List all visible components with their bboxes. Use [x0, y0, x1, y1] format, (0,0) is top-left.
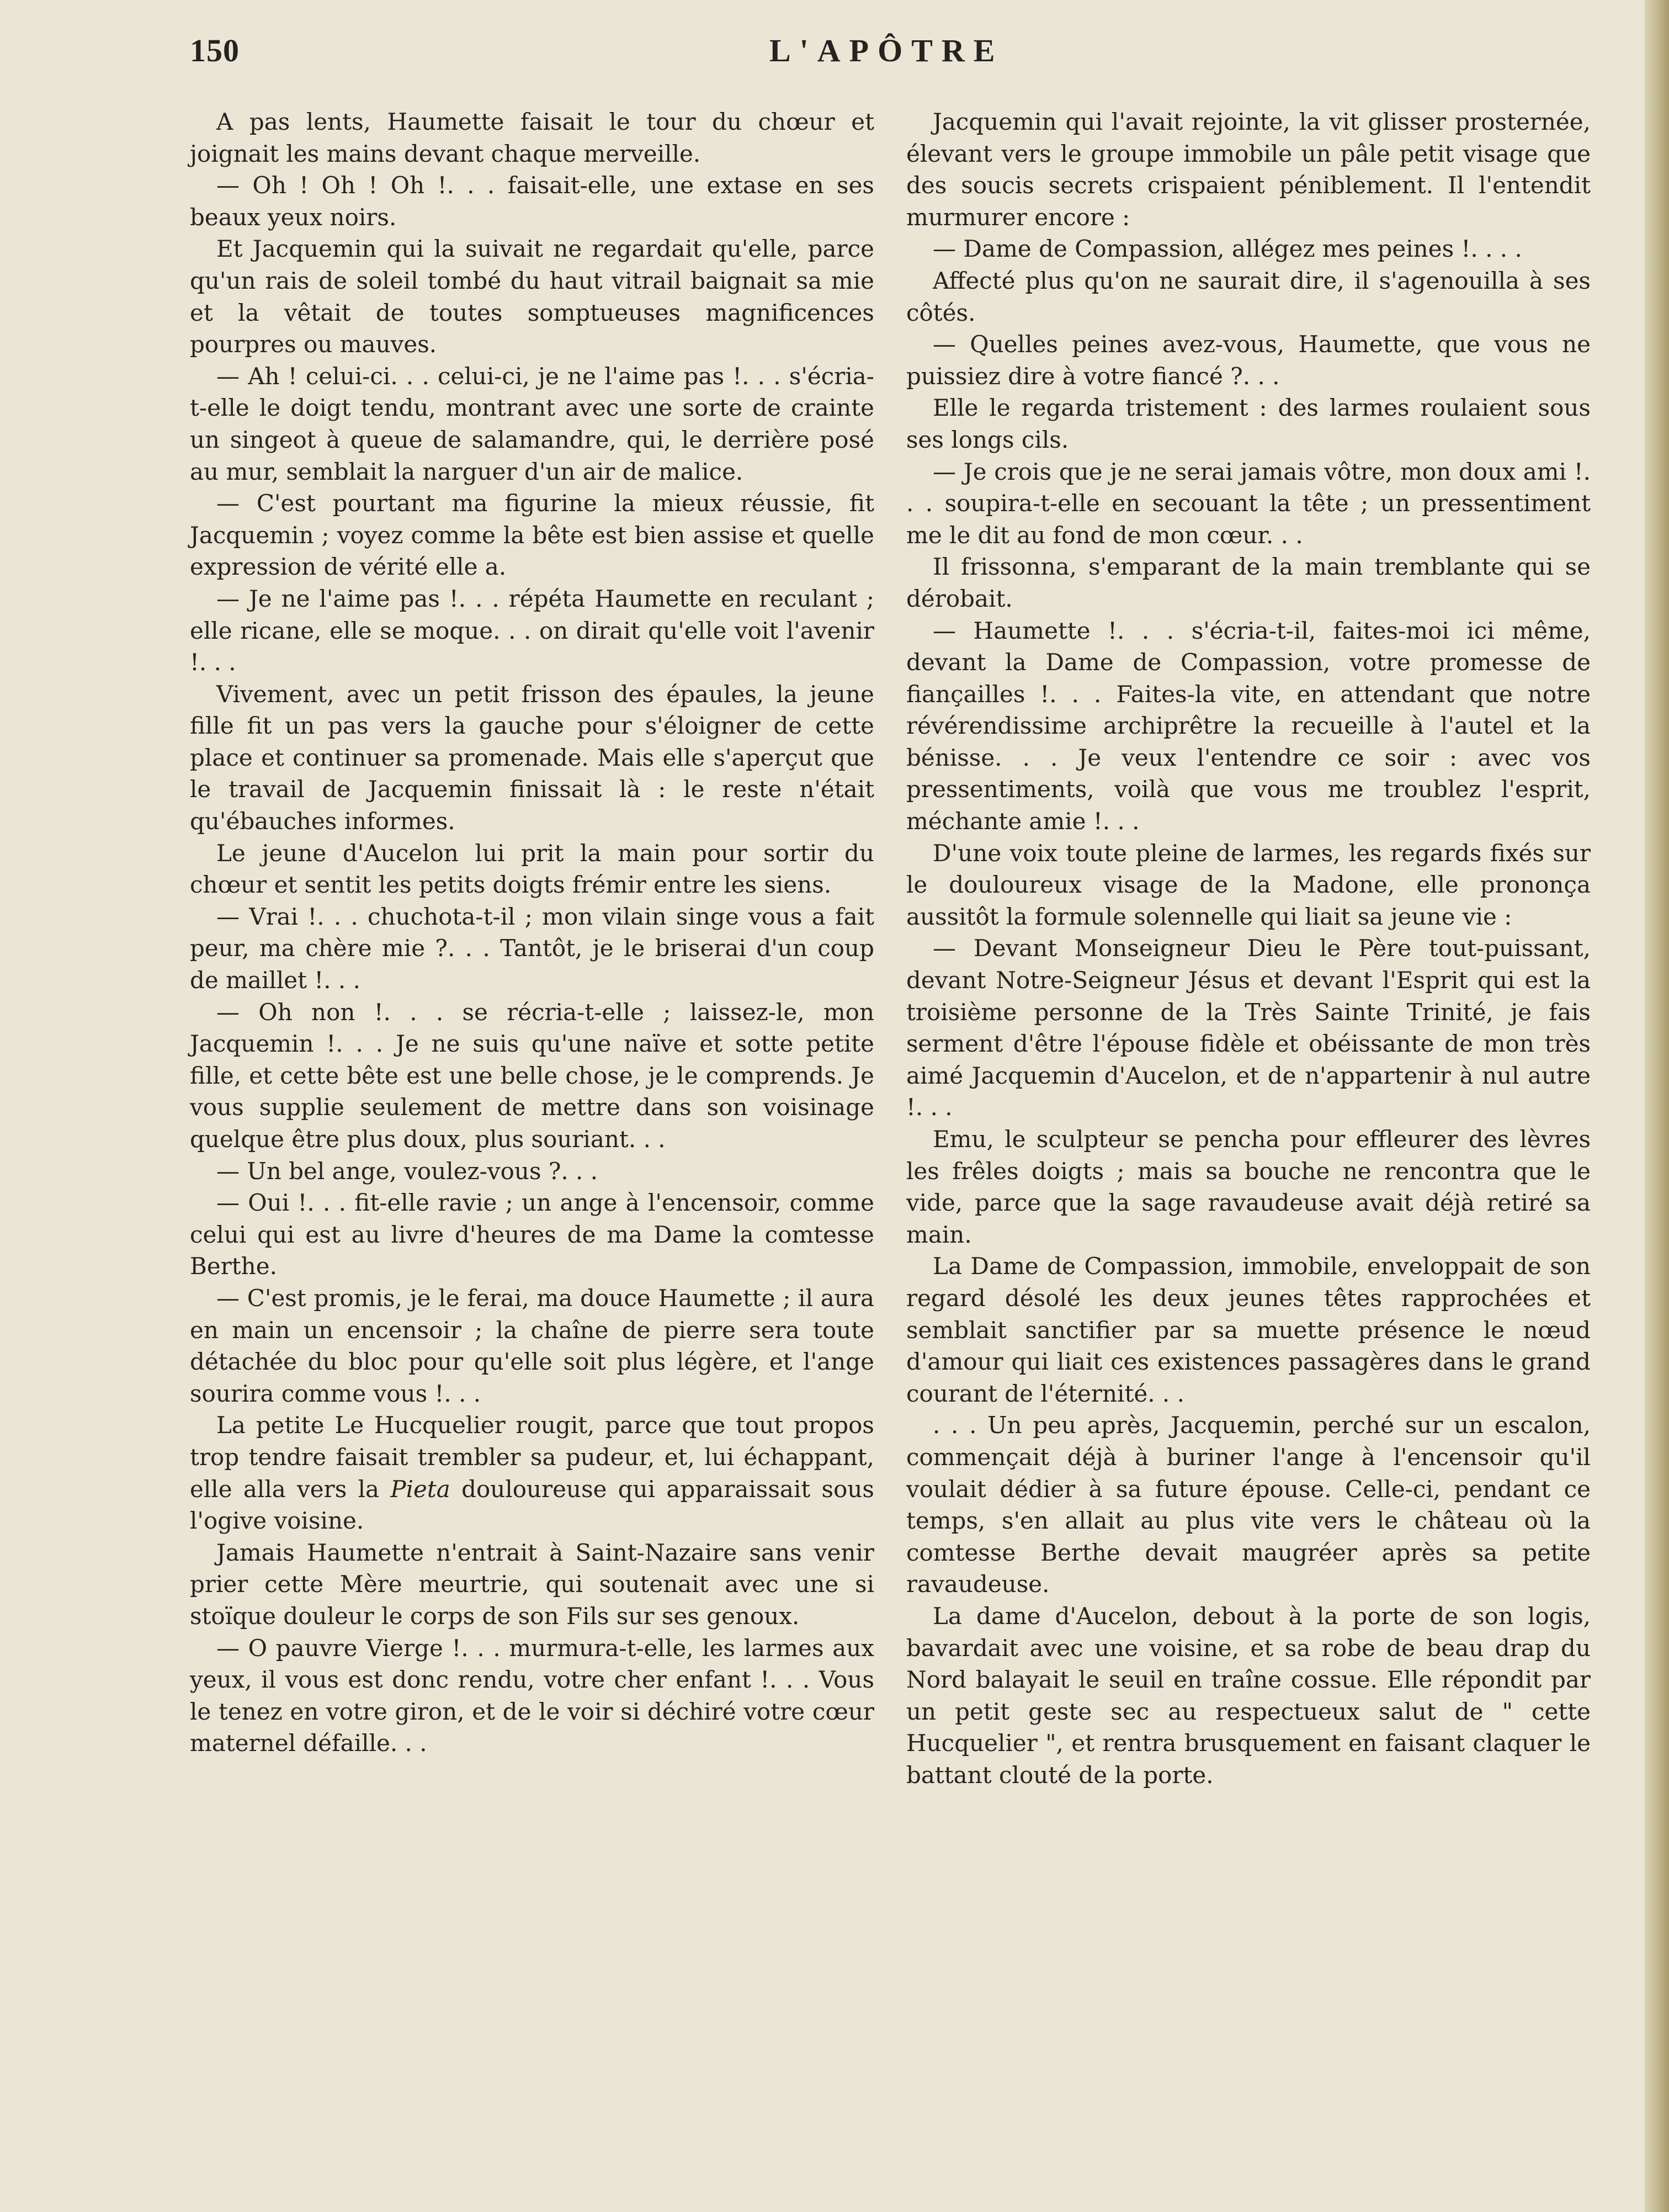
- paragraph: — Je crois que je ne serai jamais vôtre, mon doux ami !. . . soupira-t-elle en secouant la tête ; un pressentiment me le dit au fond de mon cœur. . .: [906, 458, 1591, 549]
- paragraph: D'une voix toute pleine de larmes, les regards fixés sur le douloureux visage de la Madone, elle prononça aussitôt la formule solennelle qui liait sa jeune vie :: [906, 839, 1591, 930]
- paragraph: . . . Un peu après, Jacquemin, perché sur un escalon, commençait déjà à buriner l'ange à l'encensoir qu'il voulait dédier à sa future épouse. Celle-ci, pendant ce temps, s'en allait au plus vite vers le château où la comtesse Berthe devait maugréer après sa petite ravaudeuse.: [906, 1412, 1591, 1598]
- paragraph: — Quelles peines avez-vous, Haumette, que vous ne puissiez dire à votre fiancé ?. . .: [906, 331, 1591, 390]
- paragraph: Jacquemin qui l'avait rejointe, la vit glisser prosternée, élevant vers le groupe immobile un pâle petit visage que des soucis secrets crispaient péniblement. Il l'entendit murmurer encore :: [906, 108, 1591, 231]
- paragraph: Vivement, avec un petit frisson des épaules, la jeune fille fit un pas vers la gauche pour s'éloigner de cette place et continuer sa promenade. Mais elle s'aperçut que le travail de Jacquemin finissait là : le reste n'était qu'ébauches informes.: [190, 680, 874, 835]
- paragraph: — Oui !. . . fit-elle ravie ; un ange à l'encensoir, comme celui qui est au livre d'heures de ma Dame la comtesse Berthe.: [190, 1189, 874, 1280]
- paragraph: — Oh non !. . . se récria-t-elle ; laissez-le, mon Jacquemin !. . . Je ne suis qu'une naïve et sotte petite fille, et cette bête est une belle chose, je le comprends. Je vous supplie seulement de mettre dans son voisinage quelque être plus doux, plus souriant. . .: [190, 998, 874, 1153]
- left-column: [190, 106, 874, 1759]
- paragraph: — Haumette !. . . s'écria-t-il, faites-moi ici même, devant la Dame de Compassion, votre promesse de fiançailles !. . . Faites-la vite, en attendant que notre révérendissime archiprêtre la recueille à l'autel et la bénisse. . . Je veux l'entendre ce soir : avec vos pressentiments, voilà que vous me troublez l'esprit, méchante amie !. . .: [906, 617, 1591, 835]
- paragraph: — Oh ! Oh ! Oh !. . . faisait-elle, une extase en ses beaux yeux noirs.: [190, 172, 874, 231]
- paragraph: Et Jacquemin qui la suivait ne regardait qu'elle, parce qu'un rais de soleil tombé du haut vitrail baignait sa mie et la vêtait de toutes somptueuses magnificences pourpres ou mauves.: [190, 235, 874, 358]
- paragraph: — Je ne l'aime pas !. . . répéta Haumette en reculant ; elle ricane, elle se moque. . . on dirait qu'elle voit l'avenir !. . .: [190, 585, 874, 676]
- paragraph: La dame d'Aucelon, debout à la porte de son logis, bavardait avec une voisine, et sa robe de beau drap du Nord balayait le seuil en traîne cossue. Elle répondit par un petit geste sec au respectueux salut de " cette Hucquelier ", et rentra brusquement en faisant claquer le battant clouté de la porte.: [906, 1602, 1591, 1789]
- paragraph: — Dame de Compassion, allégez mes peines !. . . .: [933, 235, 1522, 263]
- paragraph: La petite Le Hucquelier rougit, parce que tout propos trop tendre faisait trembler sa pudeur, et, lui échappant, elle alla vers la Pieta douloureuse qui apparaissait sous l'ogive voisine.: [190, 1412, 874, 1535]
- paragraph: La Dame de Compassion, immobile, enveloppait de son regard désolé les deux jeunes têtes rapprochées et semblait sanctifier par sa muette présence le nœud d'amour qui liait ces existences passagères dans le grand courant de l'éternité. . .: [906, 1253, 1591, 1407]
- running-header: [190, 32, 1592, 76]
- running-title: L'APÔTRE: [769, 33, 1004, 68]
- page-edge: [1645, 0, 1669, 2212]
- paragraph: A pas lents, Haumette faisait le tour du chœur et joignait les mains devant chaque merveille.: [190, 108, 874, 167]
- paragraph: Elle le regarda tristement : des larmes roulaient sous ses longs cils.: [906, 394, 1591, 453]
- paragraph: — Devant Monseigneur Dieu le Père tout-puissant, devant Notre-Seigneur Jésus et devant l'Esprit qui est la troisième personne de la Très Sainte Trinité, je fais serment d'être l'épouse fidèle et obéissante de mon très aimé Jacquemin d'Aucelon, et de n'appartenir à nul autre !. . .: [906, 935, 1591, 1121]
- paragraph: — Un bel ange, voulez-vous ?. . .: [216, 1157, 598, 1185]
- paragraph: Jamais Haumette n'entrait à Saint-Nazaire sans venir prier cette Mère meurtrie, qui soutenait avec une si stoïque douleur le corps de son Fils sur ses genoux.: [190, 1539, 874, 1630]
- right-column: [906, 106, 1591, 1791]
- paragraph: — O pauvre Vierge !. . . murmura-t-elle, les larmes aux yeux, il vous est donc rendu, votre cher enfant !. . . Vous le tenez en votre giron, et de le voir si déchiré votre cœur maternel défaille. . .: [190, 1634, 874, 1757]
- paragraph: — C'est promis, je le ferai, ma douce Haumette ; il aura en main un encensoir ; la chaîne de pierre sera toute détachée du bloc pour qu'elle soit plus légère, et l'ange sourira comme vous !. . .: [190, 1284, 874, 1407]
- italic-word: Pieta: [390, 1475, 450, 1503]
- paragraph: Le jeune d'Aucelon lui prit la main pour sortir du chœur et sentit les petits doigts frémir entre les siens.: [190, 839, 874, 899]
- paragraph: Il frissonna, s'emparant de la main tremblante qui se dérobait.: [906, 553, 1591, 612]
- paragraph: — Ah ! celui-ci. . . celui-ci, je ne l'aime pas !. . . s'écria-t-elle le doigt tendu, montrant avec une sorte de crainte un singeot à queue de salamandre, qui, le derrière posé au mur, semblait la narguer d'un air de malice.: [190, 362, 874, 485]
- paragraph: — Vrai !. . . chuchota-t-il ; mon vilain singe vous a fait peur, ma chère mie ?. . . Tantôt, je le briserai d'un coup de maillet !. . .: [190, 903, 874, 994]
- paragraph: Affecté plus qu'on ne saurait dire, il s'agenouilla à ses côtés.: [906, 267, 1591, 326]
- paragraph: Emu, le sculpteur se pencha pour effleurer des lèvres les frêles doigts ; mais sa bouche ne rencontra que le vide, parce que la sage ravaudeuse avait déjà retiré sa main.: [906, 1126, 1591, 1248]
- paragraph: — C'est pourtant ma figurine la mieux réussie, fit Jacquemin ; voyez comme la bête est bien assise et quelle expression de vérité elle a.: [190, 490, 874, 581]
- page-number: 150: [190, 33, 240, 68]
